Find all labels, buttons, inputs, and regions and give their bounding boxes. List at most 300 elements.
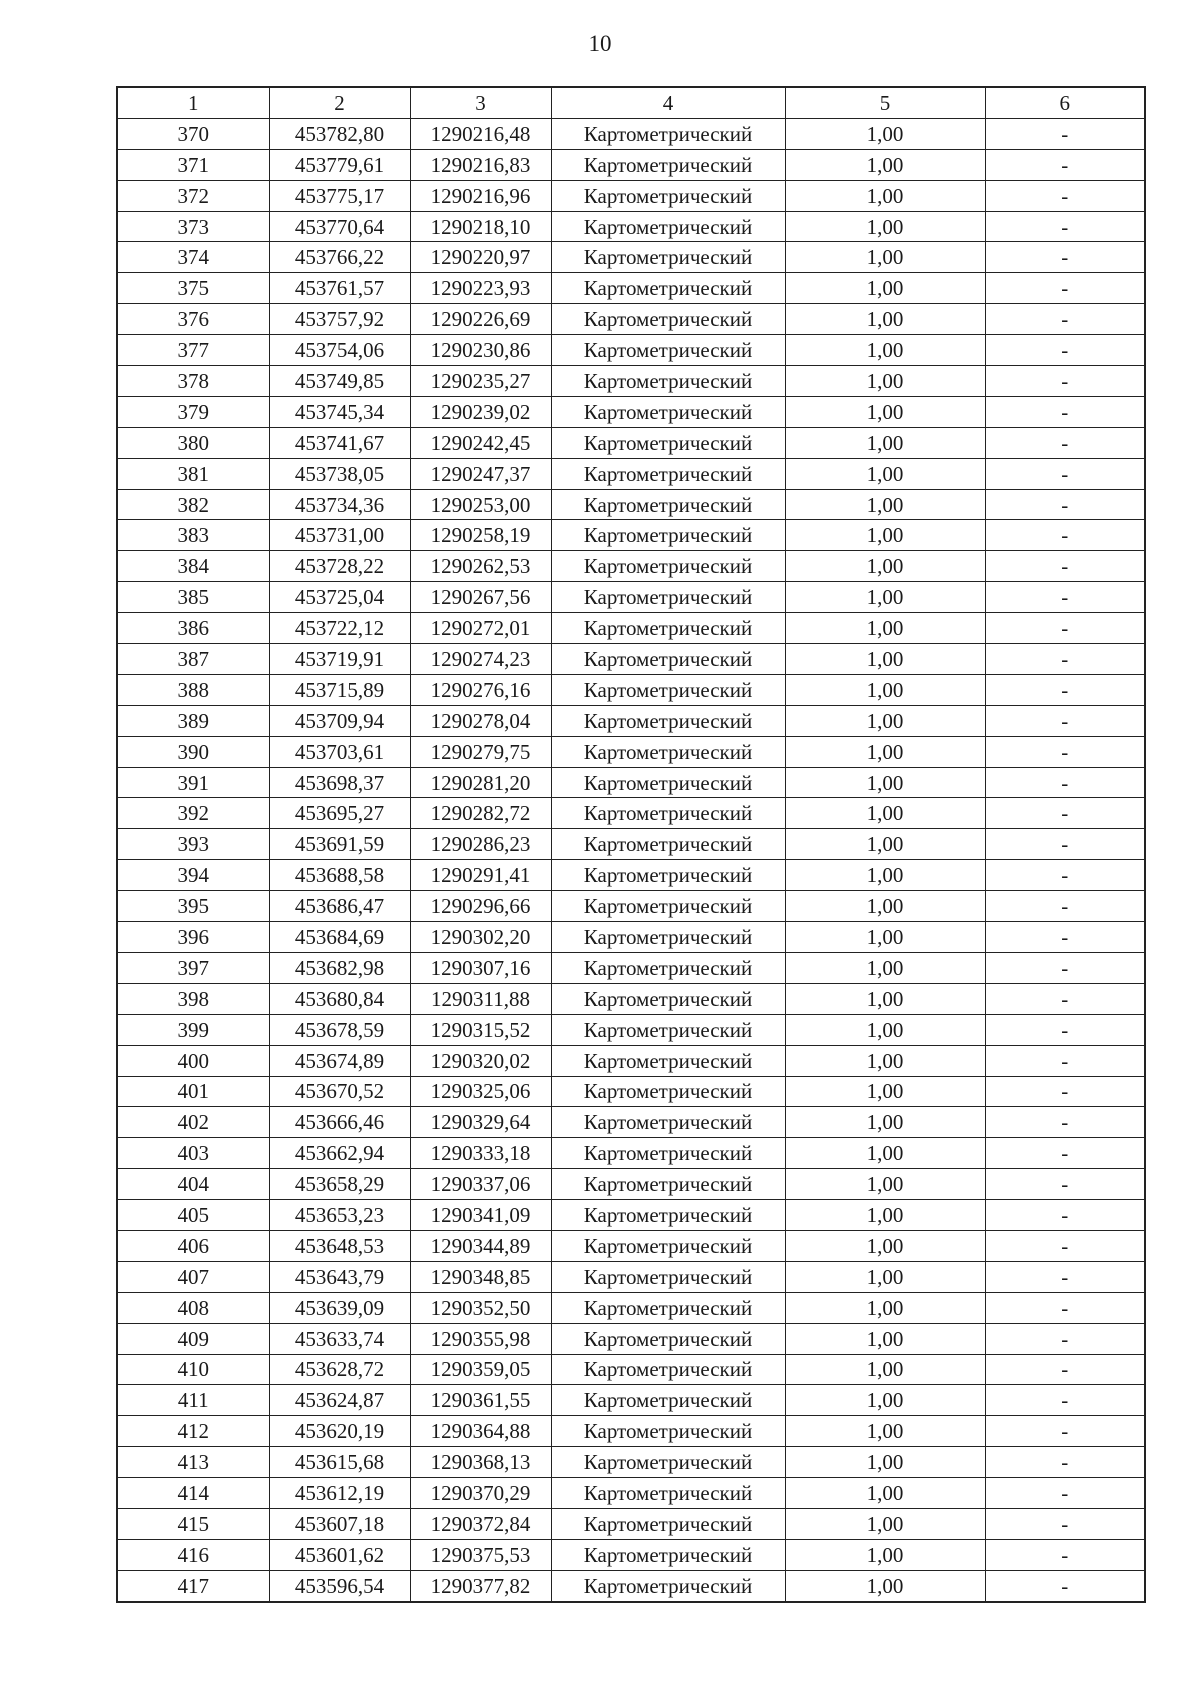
table-row <box>117 1508 1145 1539</box>
x-coordinate-cell: 453779,61 <box>269 149 410 180</box>
method-cell: Картометрический <box>551 180 785 211</box>
table-row <box>117 1200 1145 1231</box>
y-coordinate-cell: 1290286,23 <box>410 829 551 860</box>
accuracy-cell: 1,00 <box>785 1570 985 1601</box>
point-number-cell: 376 <box>117 304 269 335</box>
description-cell: - <box>985 427 1145 458</box>
description-cell: - <box>985 922 1145 953</box>
method-cell: Картометрический <box>551 211 785 242</box>
y-coordinate-cell: 1290372,84 <box>410 1508 551 1539</box>
method-cell: Картометрический <box>551 1447 785 1478</box>
point-number-cell: 393 <box>117 829 269 860</box>
point-number-cell: 373 <box>117 211 269 242</box>
x-coordinate-cell: 453719,91 <box>269 644 410 675</box>
header-cell-3: 3 <box>410 87 551 118</box>
y-coordinate-cell: 1290282,72 <box>410 798 551 829</box>
point-number-cell: 402 <box>117 1107 269 1138</box>
point-number-cell: 383 <box>117 520 269 551</box>
table-row <box>117 1539 1145 1570</box>
point-number-cell: 416 <box>117 1539 269 1570</box>
table-row <box>117 1076 1145 1107</box>
description-cell: - <box>985 1169 1145 1200</box>
method-cell: Картометрический <box>551 674 785 705</box>
x-coordinate-cell: 453754,06 <box>269 335 410 366</box>
method-cell: Картометрический <box>551 1354 785 1385</box>
accuracy-cell: 1,00 <box>785 1045 985 1076</box>
method-cell: Картометрический <box>551 304 785 335</box>
point-number-cell: 414 <box>117 1478 269 1509</box>
accuracy-cell: 1,00 <box>785 1261 985 1292</box>
method-cell: Картометрический <box>551 1570 785 1601</box>
accuracy-cell: 1,00 <box>785 1385 985 1416</box>
table-row <box>117 489 1145 520</box>
point-number-cell: 397 <box>117 952 269 983</box>
y-coordinate-cell: 1290218,10 <box>410 211 551 242</box>
description-cell: - <box>985 1354 1145 1385</box>
description-cell: - <box>985 366 1145 397</box>
point-number-cell: 389 <box>117 705 269 736</box>
point-number-cell: 403 <box>117 1138 269 1169</box>
y-coordinate-cell: 1290302,20 <box>410 922 551 953</box>
description-cell: - <box>985 983 1145 1014</box>
table-row <box>117 1292 1145 1323</box>
table-row <box>117 1261 1145 1292</box>
method-cell: Картометрический <box>551 1416 785 1447</box>
table-row <box>117 1570 1145 1601</box>
accuracy-cell: 1,00 <box>785 551 985 582</box>
accuracy-cell: 1,00 <box>785 860 985 891</box>
accuracy-cell: 1,00 <box>785 1323 985 1354</box>
description-cell: - <box>985 891 1145 922</box>
point-number-cell: 404 <box>117 1169 269 1200</box>
point-number-cell: 385 <box>117 582 269 613</box>
accuracy-cell: 1,00 <box>785 1354 985 1385</box>
description-cell: - <box>985 1416 1145 1447</box>
method-cell: Картометрический <box>551 1138 785 1169</box>
point-number-cell: 405 <box>117 1200 269 1231</box>
x-coordinate-cell: 453620,19 <box>269 1416 410 1447</box>
accuracy-cell: 1,00 <box>785 520 985 551</box>
accuracy-cell: 1,00 <box>785 180 985 211</box>
accuracy-cell: 1,00 <box>785 458 985 489</box>
y-coordinate-cell: 1290262,53 <box>410 551 551 582</box>
description-cell: - <box>985 520 1145 551</box>
method-cell: Картометрический <box>551 396 785 427</box>
point-number-cell: 411 <box>117 1385 269 1416</box>
accuracy-cell: 1,00 <box>785 149 985 180</box>
point-number-cell: 401 <box>117 1076 269 1107</box>
x-coordinate-cell: 453775,17 <box>269 180 410 211</box>
table-header <box>117 87 1145 118</box>
y-coordinate-cell: 1290329,64 <box>410 1107 551 1138</box>
accuracy-cell: 1,00 <box>785 613 985 644</box>
point-number-cell: 371 <box>117 149 269 180</box>
x-coordinate-cell: 453666,46 <box>269 1107 410 1138</box>
table-row <box>117 366 1145 397</box>
y-coordinate-cell: 1290253,00 <box>410 489 551 520</box>
accuracy-cell: 1,00 <box>785 705 985 736</box>
x-coordinate-cell: 453612,19 <box>269 1478 410 1509</box>
accuracy-cell: 1,00 <box>785 1539 985 1570</box>
table-row <box>117 1416 1145 1447</box>
y-coordinate-cell: 1290344,89 <box>410 1230 551 1261</box>
point-number-cell: 417 <box>117 1570 269 1601</box>
description-cell: - <box>985 1385 1145 1416</box>
description-cell: - <box>985 644 1145 675</box>
description-cell: - <box>985 551 1145 582</box>
method-cell: Картометрический <box>551 1478 785 1509</box>
header-cell-6: 6 <box>985 87 1145 118</box>
x-coordinate-cell: 453782,80 <box>269 118 410 149</box>
point-number-cell: 413 <box>117 1447 269 1478</box>
description-cell: - <box>985 489 1145 520</box>
description-cell: - <box>985 242 1145 273</box>
table-row <box>117 644 1145 675</box>
table-row <box>117 705 1145 736</box>
table-row <box>117 1014 1145 1045</box>
x-coordinate-cell: 453607,18 <box>269 1508 410 1539</box>
description-cell: - <box>985 1014 1145 1045</box>
y-coordinate-cell: 1290333,18 <box>410 1138 551 1169</box>
x-coordinate-cell: 453745,34 <box>269 396 410 427</box>
x-coordinate-cell: 453761,57 <box>269 273 410 304</box>
point-number-cell: 398 <box>117 983 269 1014</box>
method-cell: Картометрический <box>551 273 785 304</box>
accuracy-cell: 1,00 <box>785 1200 985 1231</box>
accuracy-cell: 1,00 <box>785 798 985 829</box>
table-row <box>117 1107 1145 1138</box>
description-cell: - <box>985 335 1145 366</box>
table-row <box>117 242 1145 273</box>
accuracy-cell: 1,00 <box>785 644 985 675</box>
point-number-cell: 386 <box>117 613 269 644</box>
point-number-cell: 395 <box>117 891 269 922</box>
accuracy-cell: 1,00 <box>785 489 985 520</box>
method-cell: Картометрический <box>551 983 785 1014</box>
x-coordinate-cell: 453639,09 <box>269 1292 410 1323</box>
description-cell: - <box>985 767 1145 798</box>
point-number-cell: 387 <box>117 644 269 675</box>
description-cell: - <box>985 458 1145 489</box>
method-cell: Картометрический <box>551 458 785 489</box>
point-number-cell: 394 <box>117 860 269 891</box>
point-number-cell: 415 <box>117 1508 269 1539</box>
y-coordinate-cell: 1290325,06 <box>410 1076 551 1107</box>
accuracy-cell: 1,00 <box>785 1292 985 1323</box>
method-cell: Картометрический <box>551 1200 785 1231</box>
method-cell: Картометрический <box>551 1323 785 1354</box>
accuracy-cell: 1,00 <box>785 891 985 922</box>
x-coordinate-cell: 453682,98 <box>269 952 410 983</box>
method-cell: Картометрический <box>551 1076 785 1107</box>
point-number-cell: 409 <box>117 1323 269 1354</box>
y-coordinate-cell: 1290239,02 <box>410 396 551 427</box>
method-cell: Картометрический <box>551 242 785 273</box>
method-cell: Картометрический <box>551 1230 785 1261</box>
accuracy-cell: 1,00 <box>785 674 985 705</box>
method-cell: Картометрический <box>551 860 785 891</box>
y-coordinate-cell: 1290242,45 <box>410 427 551 458</box>
method-cell: Картометрический <box>551 335 785 366</box>
table-row <box>117 1447 1145 1478</box>
accuracy-cell: 1,00 <box>785 1230 985 1261</box>
method-cell: Картометрический <box>551 1045 785 1076</box>
table-row <box>117 613 1145 644</box>
point-number-cell: 381 <box>117 458 269 489</box>
accuracy-cell: 1,00 <box>785 1508 985 1539</box>
method-cell: Картометрический <box>551 922 785 953</box>
x-coordinate-cell: 453662,94 <box>269 1138 410 1169</box>
accuracy-cell: 1,00 <box>785 427 985 458</box>
y-coordinate-cell: 1290247,37 <box>410 458 551 489</box>
y-coordinate-cell: 1290364,88 <box>410 1416 551 1447</box>
table-row <box>117 551 1145 582</box>
point-number-cell: 406 <box>117 1230 269 1261</box>
table-row <box>117 798 1145 829</box>
description-cell: - <box>985 582 1145 613</box>
description-cell: - <box>985 396 1145 427</box>
point-number-cell: 400 <box>117 1045 269 1076</box>
x-coordinate-cell: 453731,00 <box>269 520 410 551</box>
x-coordinate-cell: 453624,87 <box>269 1385 410 1416</box>
method-cell: Картометрический <box>551 582 785 613</box>
y-coordinate-cell: 1290223,93 <box>410 273 551 304</box>
description-cell: - <box>985 613 1145 644</box>
table-row <box>117 1138 1145 1169</box>
accuracy-cell: 1,00 <box>785 211 985 242</box>
point-number-cell: 407 <box>117 1261 269 1292</box>
x-coordinate-cell: 453658,29 <box>269 1169 410 1200</box>
x-coordinate-cell: 453691,59 <box>269 829 410 860</box>
y-coordinate-cell: 1290279,75 <box>410 736 551 767</box>
table-row <box>117 211 1145 242</box>
accuracy-cell: 1,00 <box>785 952 985 983</box>
table-row <box>117 674 1145 705</box>
method-cell: Картометрический <box>551 149 785 180</box>
description-cell: - <box>985 118 1145 149</box>
y-coordinate-cell: 1290368,13 <box>410 1447 551 1478</box>
method-cell: Картометрический <box>551 613 785 644</box>
method-cell: Картометрический <box>551 427 785 458</box>
description-cell: - <box>985 1200 1145 1231</box>
table-row <box>117 1045 1145 1076</box>
description-cell: - <box>985 1539 1145 1570</box>
accuracy-cell: 1,00 <box>785 118 985 149</box>
description-cell: - <box>985 211 1145 242</box>
x-coordinate-cell: 453725,04 <box>269 582 410 613</box>
table-row <box>117 983 1145 1014</box>
method-cell: Картометрический <box>551 644 785 675</box>
header-cell-2: 2 <box>269 87 410 118</box>
page-number: 10 <box>588 31 612 56</box>
point-number-cell: 377 <box>117 335 269 366</box>
y-coordinate-cell: 1290216,83 <box>410 149 551 180</box>
x-coordinate-cell: 453749,85 <box>269 366 410 397</box>
description-cell: - <box>985 952 1145 983</box>
y-coordinate-cell: 1290359,05 <box>410 1354 551 1385</box>
table-row <box>117 1230 1145 1261</box>
y-coordinate-cell: 1290355,98 <box>410 1323 551 1354</box>
point-number-cell: 374 <box>117 242 269 273</box>
description-cell: - <box>985 149 1145 180</box>
description-cell: - <box>985 1323 1145 1354</box>
accuracy-cell: 1,00 <box>785 335 985 366</box>
table-row <box>117 860 1145 891</box>
accuracy-cell: 1,00 <box>785 922 985 953</box>
x-coordinate-cell: 453741,67 <box>269 427 410 458</box>
table-row <box>117 1169 1145 1200</box>
description-cell: - <box>985 1447 1145 1478</box>
accuracy-cell: 1,00 <box>785 829 985 860</box>
accuracy-cell: 1,00 <box>785 983 985 1014</box>
x-coordinate-cell: 453686,47 <box>269 891 410 922</box>
x-coordinate-cell: 453628,72 <box>269 1354 410 1385</box>
y-coordinate-cell: 1290337,06 <box>410 1169 551 1200</box>
description-cell: - <box>985 1138 1145 1169</box>
table-row <box>117 952 1145 983</box>
accuracy-cell: 1,00 <box>785 1076 985 1107</box>
y-coordinate-cell: 1290311,88 <box>410 983 551 1014</box>
y-coordinate-cell: 1290352,50 <box>410 1292 551 1323</box>
table-row <box>117 922 1145 953</box>
y-coordinate-cell: 1290348,85 <box>410 1261 551 1292</box>
method-cell: Картометрический <box>551 767 785 798</box>
y-coordinate-cell: 1290235,27 <box>410 366 551 397</box>
x-coordinate-cell: 453703,61 <box>269 736 410 767</box>
x-coordinate-cell: 453757,92 <box>269 304 410 335</box>
x-coordinate-cell: 453715,89 <box>269 674 410 705</box>
method-cell: Картометрический <box>551 551 785 582</box>
point-number-cell: 372 <box>117 180 269 211</box>
point-number-cell: 391 <box>117 767 269 798</box>
description-cell: - <box>985 860 1145 891</box>
table-row <box>117 1354 1145 1385</box>
y-coordinate-cell: 1290272,01 <box>410 613 551 644</box>
accuracy-cell: 1,00 <box>785 1169 985 1200</box>
table-row <box>117 149 1145 180</box>
description-cell: - <box>985 705 1145 736</box>
table-row <box>117 1385 1145 1416</box>
y-coordinate-cell: 1290315,52 <box>410 1014 551 1045</box>
table-row <box>117 582 1145 613</box>
point-number-cell: 408 <box>117 1292 269 1323</box>
table-row <box>117 335 1145 366</box>
x-coordinate-cell: 453695,27 <box>269 798 410 829</box>
accuracy-cell: 1,00 <box>785 1138 985 1169</box>
x-coordinate-cell: 453709,94 <box>269 705 410 736</box>
description-cell: - <box>985 798 1145 829</box>
point-number-cell: 412 <box>117 1416 269 1447</box>
point-number-cell: 399 <box>117 1014 269 1045</box>
point-number-cell: 388 <box>117 674 269 705</box>
table-row <box>117 829 1145 860</box>
table-row <box>117 520 1145 551</box>
x-coordinate-cell: 453670,52 <box>269 1076 410 1107</box>
y-coordinate-cell: 1290258,19 <box>410 520 551 551</box>
table-row <box>117 118 1145 149</box>
table-row <box>117 767 1145 798</box>
x-coordinate-cell: 453653,23 <box>269 1200 410 1231</box>
point-number-cell: 410 <box>117 1354 269 1385</box>
accuracy-cell: 1,00 <box>785 767 985 798</box>
y-coordinate-cell: 1290216,96 <box>410 180 551 211</box>
x-coordinate-cell: 453674,89 <box>269 1045 410 1076</box>
method-cell: Картометрический <box>551 520 785 551</box>
table-row <box>117 891 1145 922</box>
x-coordinate-cell: 453680,84 <box>269 983 410 1014</box>
method-cell: Картометрический <box>551 1107 785 1138</box>
table-row <box>117 304 1145 335</box>
description-cell: - <box>985 736 1145 767</box>
description-cell: - <box>985 1292 1145 1323</box>
y-coordinate-cell: 1290375,53 <box>410 1539 551 1570</box>
description-cell: - <box>985 1107 1145 1138</box>
x-coordinate-cell: 453722,12 <box>269 613 410 644</box>
method-cell: Картометрический <box>551 1169 785 1200</box>
description-cell: - <box>985 1508 1145 1539</box>
accuracy-cell: 1,00 <box>785 1014 985 1045</box>
table-row <box>117 427 1145 458</box>
description-cell: - <box>985 273 1145 304</box>
y-coordinate-cell: 1290226,69 <box>410 304 551 335</box>
y-coordinate-cell: 1290370,29 <box>410 1478 551 1509</box>
method-cell: Картометрический <box>551 1385 785 1416</box>
description-cell: - <box>985 1230 1145 1261</box>
x-coordinate-cell: 453643,79 <box>269 1261 410 1292</box>
description-cell: - <box>985 180 1145 211</box>
method-cell: Картометрический <box>551 705 785 736</box>
x-coordinate-cell: 453601,62 <box>269 1539 410 1570</box>
table-row <box>117 396 1145 427</box>
x-coordinate-cell: 453596,54 <box>269 1570 410 1601</box>
method-cell: Картометрический <box>551 118 785 149</box>
y-coordinate-cell: 1290216,48 <box>410 118 551 149</box>
description-cell: - <box>985 674 1145 705</box>
point-number-cell: 384 <box>117 551 269 582</box>
x-coordinate-cell: 453698,37 <box>269 767 410 798</box>
y-coordinate-cell: 1290281,20 <box>410 767 551 798</box>
point-number-cell: 370 <box>117 118 269 149</box>
table-row <box>117 1478 1145 1509</box>
point-number-cell: 390 <box>117 736 269 767</box>
y-coordinate-cell: 1290278,04 <box>410 705 551 736</box>
coordinates-table <box>116 86 1146 1603</box>
table-row <box>117 1323 1145 1354</box>
y-coordinate-cell: 1290267,56 <box>410 582 551 613</box>
point-number-cell: 375 <box>117 273 269 304</box>
table-row <box>117 180 1145 211</box>
point-number-cell: 396 <box>117 922 269 953</box>
x-coordinate-cell: 453728,22 <box>269 551 410 582</box>
x-coordinate-cell: 453688,58 <box>269 860 410 891</box>
table-row <box>117 273 1145 304</box>
accuracy-cell: 1,00 <box>785 242 985 273</box>
description-cell: - <box>985 829 1145 860</box>
table-row <box>117 458 1145 489</box>
x-coordinate-cell: 453648,53 <box>269 1230 410 1261</box>
description-cell: - <box>985 1478 1145 1509</box>
accuracy-cell: 1,00 <box>785 582 985 613</box>
method-cell: Картометрический <box>551 736 785 767</box>
description-cell: - <box>985 1045 1145 1076</box>
method-cell: Картометрический <box>551 1539 785 1570</box>
x-coordinate-cell: 453678,59 <box>269 1014 410 1045</box>
accuracy-cell: 1,00 <box>785 273 985 304</box>
accuracy-cell: 1,00 <box>785 736 985 767</box>
point-number-cell: 378 <box>117 366 269 397</box>
method-cell: Картометрический <box>551 1292 785 1323</box>
description-cell: - <box>985 1261 1145 1292</box>
